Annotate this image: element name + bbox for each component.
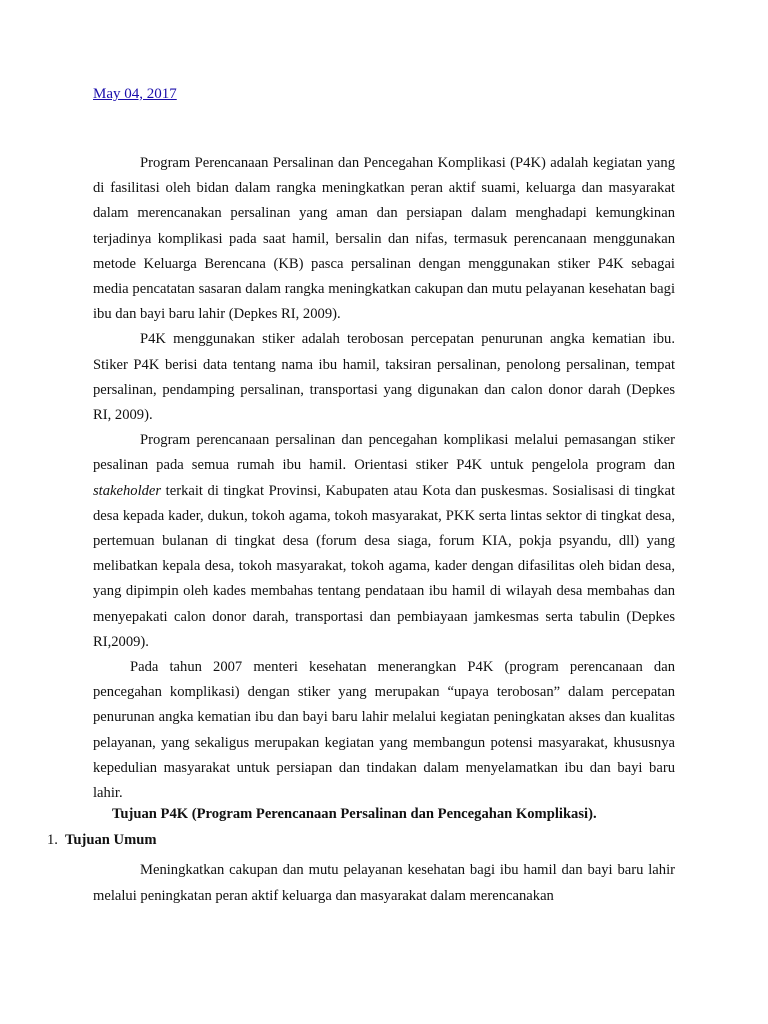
paragraph-3-italic-term: stakeholder	[93, 482, 162, 499]
list-item-tujuan-umum	[47, 832, 157, 849]
paragraph-2: P4K menggunakan stiker adalah terobosan percepatan penurunan angka kematian ibu. Stiker P4K berisi data tentang nama ibu hamil, taksiran persalinan, penolong persalinan, tempat persalinan, pendamping persalinan, transportasi yang digunakan dan calon donor darah (Depkes RI, 2009).	[93, 331, 675, 424]
date-link[interactable]: May 04, 2017	[93, 86, 177, 102]
paragraph-5: Meningkatkan cakupan dan mutu pelayanan kesehatan bagi ibu hamil dan bayi baru lahir melalui peningkatan peran aktif keluarga dan masyarakat dalam merencanakan	[93, 862, 675, 904]
list-heading: Tujuan Umum	[65, 832, 157, 848]
paragraph-3	[93, 428, 675, 655]
paragraph-3-start: Program perencanaan persalinan dan pencegahan komplikasi melalui pemasangan stiker pesalinan pada semua rumah ibu hamil. Orientasi stiker P4K untuk pengelola program dan	[93, 432, 675, 474]
list-number: 1.	[47, 832, 58, 848]
paragraph-3-end: terkait di tingkat Provinsi, Kabupaten atau Kota dan puskesmas. Sosialisasi di tingkat desa kepada kader, dukun, tokoh agama, tokoh masyarakat, PKK serta lintas sektor di tingkat desa, pertemuan bulanan di tingkat desa (forum desa siaga, forum KIA, pokja psyandu, dll) yang melibatkan kepala desa, tokoh masyarakat, tokoh agama, kader dengan difasilitas oleh bidan desa, yang dipimpin oleh kades membahas tentang pendataan ibu hamil di wilayah desa membahas dan menyepakati calon donor darah, transportasi dan pembiayaan jamkesmas serta tabulin (Depkes RI,2009).	[93, 482, 675, 650]
paragraph-1: Program Perencanaan Persalinan dan Pencegahan Komplikasi (P4K) adalah kegiatan yang di fasilitasi oleh bidan dalam rangka meningkatkan peran aktif suami, keluarga dan masyarakat dalam merencanakan persalinan yang aman dan persiapan dalam menghadapi kemungkinan terjadinya komplikasi pada saat hamil, bersalin dan nifas, termasuk perencanaan menggunakan metode Keluarga Berencana (KB) pasca persalinan dengan menggunakan stiker P4K sebagai media pencatatan sasaran dalam rangka meningkatkan cakupan dan mutu pelayanan kesehatan bagi ibu dan bayi baru lahir (Depkes RI, 2009).	[93, 155, 675, 323]
paragraph-4: Pada tahun 2007 menteri kesehatan menerangkan P4K (program perencanaan dan pencegahan komplikasi) dengan stiker yang merupakan “upaya terobosan” dalam percepatan penurunan angka kematian ibu dan bayi baru lahir melalui kegiatan peningkatan akses dan kualitas pelayanan, yang sekaligus merupakan kegiatan yang membangun potensi masyarakat, khususnya kepedulian masyarakat untuk persiapan dan tindakan dalam menyelamatkan ibu dan bayi baru lahir.	[93, 659, 675, 802]
section-heading: Tujuan P4K (Program Perencanaan Persalinan dan Pencegahan Komplikasi).	[112, 806, 597, 822]
body-text	[93, 151, 675, 806]
body-text-continued	[93, 857, 675, 909]
